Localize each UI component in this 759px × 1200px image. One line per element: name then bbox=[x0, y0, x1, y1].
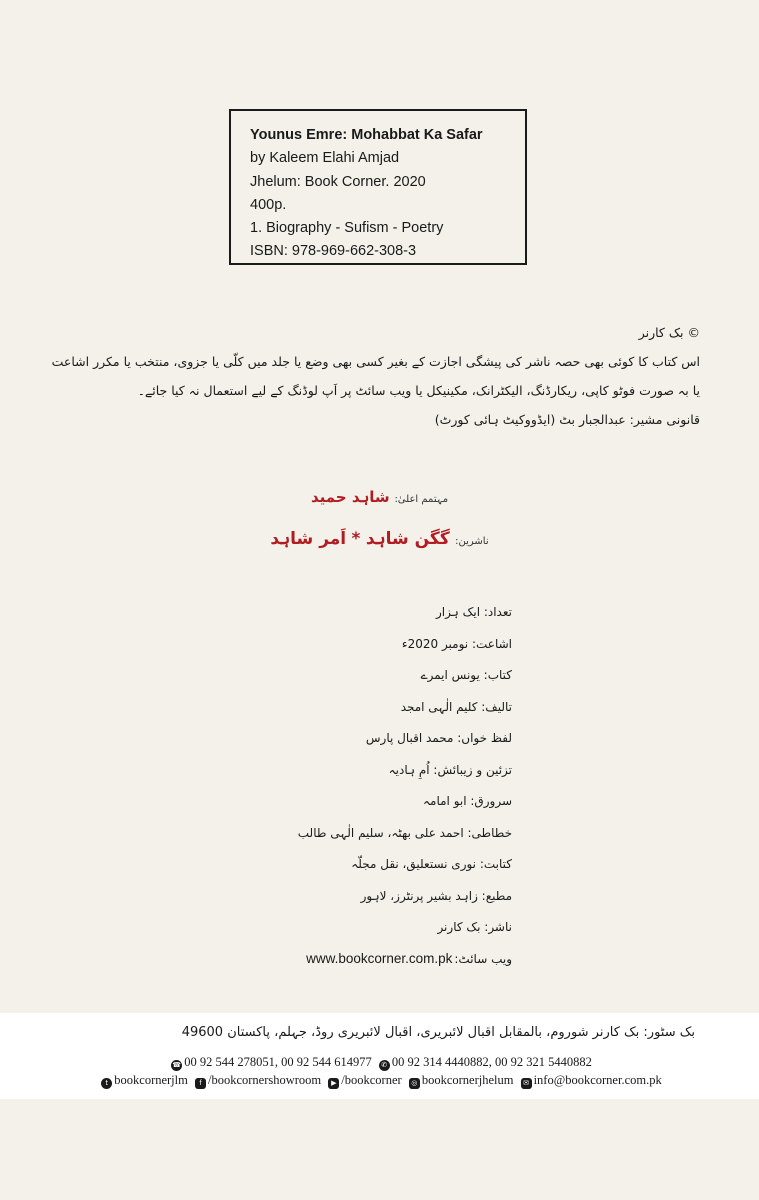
book-title: Younus Emre: Mohabbat Ka Safar bbox=[250, 127, 483, 143]
phone-landline[interactable]: 00 92 544 278051, 00 92 544 614977 bbox=[184, 1055, 372, 1069]
book-subjects: 1. Biography - Sufism - Poetry bbox=[250, 220, 444, 237]
publisher-separator: * bbox=[351, 529, 361, 549]
credit-row: سرورق: ابو امامہ bbox=[423, 794, 512, 808]
chief-manager bbox=[0, 488, 759, 506]
credit-row: مطبع: زاہد بشیر پرنٹرز، لاہور bbox=[360, 888, 512, 903]
website-link[interactable]: www.bookcorner.com.pk bbox=[306, 950, 453, 966]
instagram-icon: ◎ bbox=[409, 1078, 420, 1089]
instagram-handle[interactable]: bookcornerjhelum bbox=[421, 1073, 514, 1087]
publishers bbox=[0, 528, 759, 549]
email-address[interactable]: info@bookcorner.com.pk bbox=[533, 1073, 662, 1087]
website-label: ویب سائٹ: bbox=[454, 951, 512, 966]
credit-row: تعداد: ایک ہزار bbox=[436, 605, 512, 619]
chief-name: شاہد حمید bbox=[310, 488, 390, 506]
publishers-label: ناشرین: bbox=[455, 536, 489, 547]
facebook-handle[interactable]: /bookcornershowroom bbox=[207, 1073, 322, 1087]
twitter-icon: t bbox=[101, 1078, 112, 1089]
book-isbn: ISBN: 978-969-662-308-3 bbox=[250, 243, 417, 260]
publisher-name-1: گگن شاہد bbox=[365, 529, 450, 549]
youtube-icon: ▶ bbox=[328, 1078, 339, 1089]
copyright-owner: © بک کارنر bbox=[638, 325, 700, 340]
credit-row: تالیف: کلیم الٰہی امجد bbox=[400, 699, 512, 714]
credit-row: کتاب: یونس ایمرے bbox=[420, 668, 512, 682]
cip-box bbox=[229, 109, 527, 265]
credits-list bbox=[266, 602, 512, 980]
copyright-notice bbox=[51, 318, 700, 434]
chief-label: مہتمم اعلیٰ: bbox=[394, 494, 449, 505]
social-links bbox=[0, 1073, 759, 1089]
phone-mobile[interactable]: 00 92 314 4440882, 00 92 321 5440882 bbox=[391, 1055, 592, 1069]
website-row bbox=[266, 949, 512, 981]
legal-advisor: قانونی مشیر: عبدالجبار بٹ (ایڈووکیٹ ہائی کورٹ) bbox=[434, 412, 700, 427]
store-address: بک سٹور: بک کارنر شوروم، بالمقابل اقبال لائبریری، اقبال لائبریری روڈ، جہلم، پاکستان 49600 bbox=[181, 1025, 695, 1040]
whatsapp-icon: ✆ bbox=[379, 1060, 390, 1071]
facebook-icon: f bbox=[195, 1078, 206, 1089]
email-icon: ✉ bbox=[521, 1078, 532, 1089]
credit-row: اشاعت: نومبر 2020ء bbox=[401, 636, 512, 651]
credit-row: خطاطی: احمد علی بھٹہ، سلیم الٰہی طالب bbox=[297, 825, 512, 840]
credit-row: لفظ خواں: محمد اقبال پارس bbox=[365, 731, 512, 745]
footer bbox=[0, 1013, 759, 1099]
book-publisher: Jhelum: Book Corner. 2020 bbox=[250, 173, 426, 190]
credit-row: کتابت: نوری نستعلیق، نقل مجلّہ bbox=[351, 857, 512, 871]
phone-numbers bbox=[0, 1055, 759, 1071]
youtube-handle[interactable]: /bookcorner bbox=[341, 1073, 402, 1087]
copyright-text-line-1: اس کتاب کا کوئی بھی حصہ ناشر کی پیشگی اجازت کے بغیر کسی بھی وضع یا جلد میں کلّی یا جزوی، منتخب یا مکرر اشاعت bbox=[51, 354, 700, 369]
book-author: by Kaleem Elahi Amjad bbox=[250, 150, 400, 167]
credit-row: ناشر: بک کارنر bbox=[437, 920, 512, 934]
copyright-text-line-2: یا بہ صورت فوٹو کاپی، ریکارڈنگ، الیکٹرانک، مکینیکل یا ویب سائٹ پر اَپ لوڈنگ کے لیے استعمال نہ کیا جائے۔ bbox=[137, 383, 700, 398]
twitter-handle[interactable]: bookcornerjlm bbox=[114, 1073, 188, 1087]
book-pages: 400p. bbox=[250, 196, 287, 213]
phone-icon: ☎ bbox=[172, 1061, 182, 1069]
credit-row: تزئین و زیبائش: اُمِ ہادیہ bbox=[388, 762, 512, 777]
publisher-name-2: اَمر شاہد bbox=[270, 529, 347, 549]
